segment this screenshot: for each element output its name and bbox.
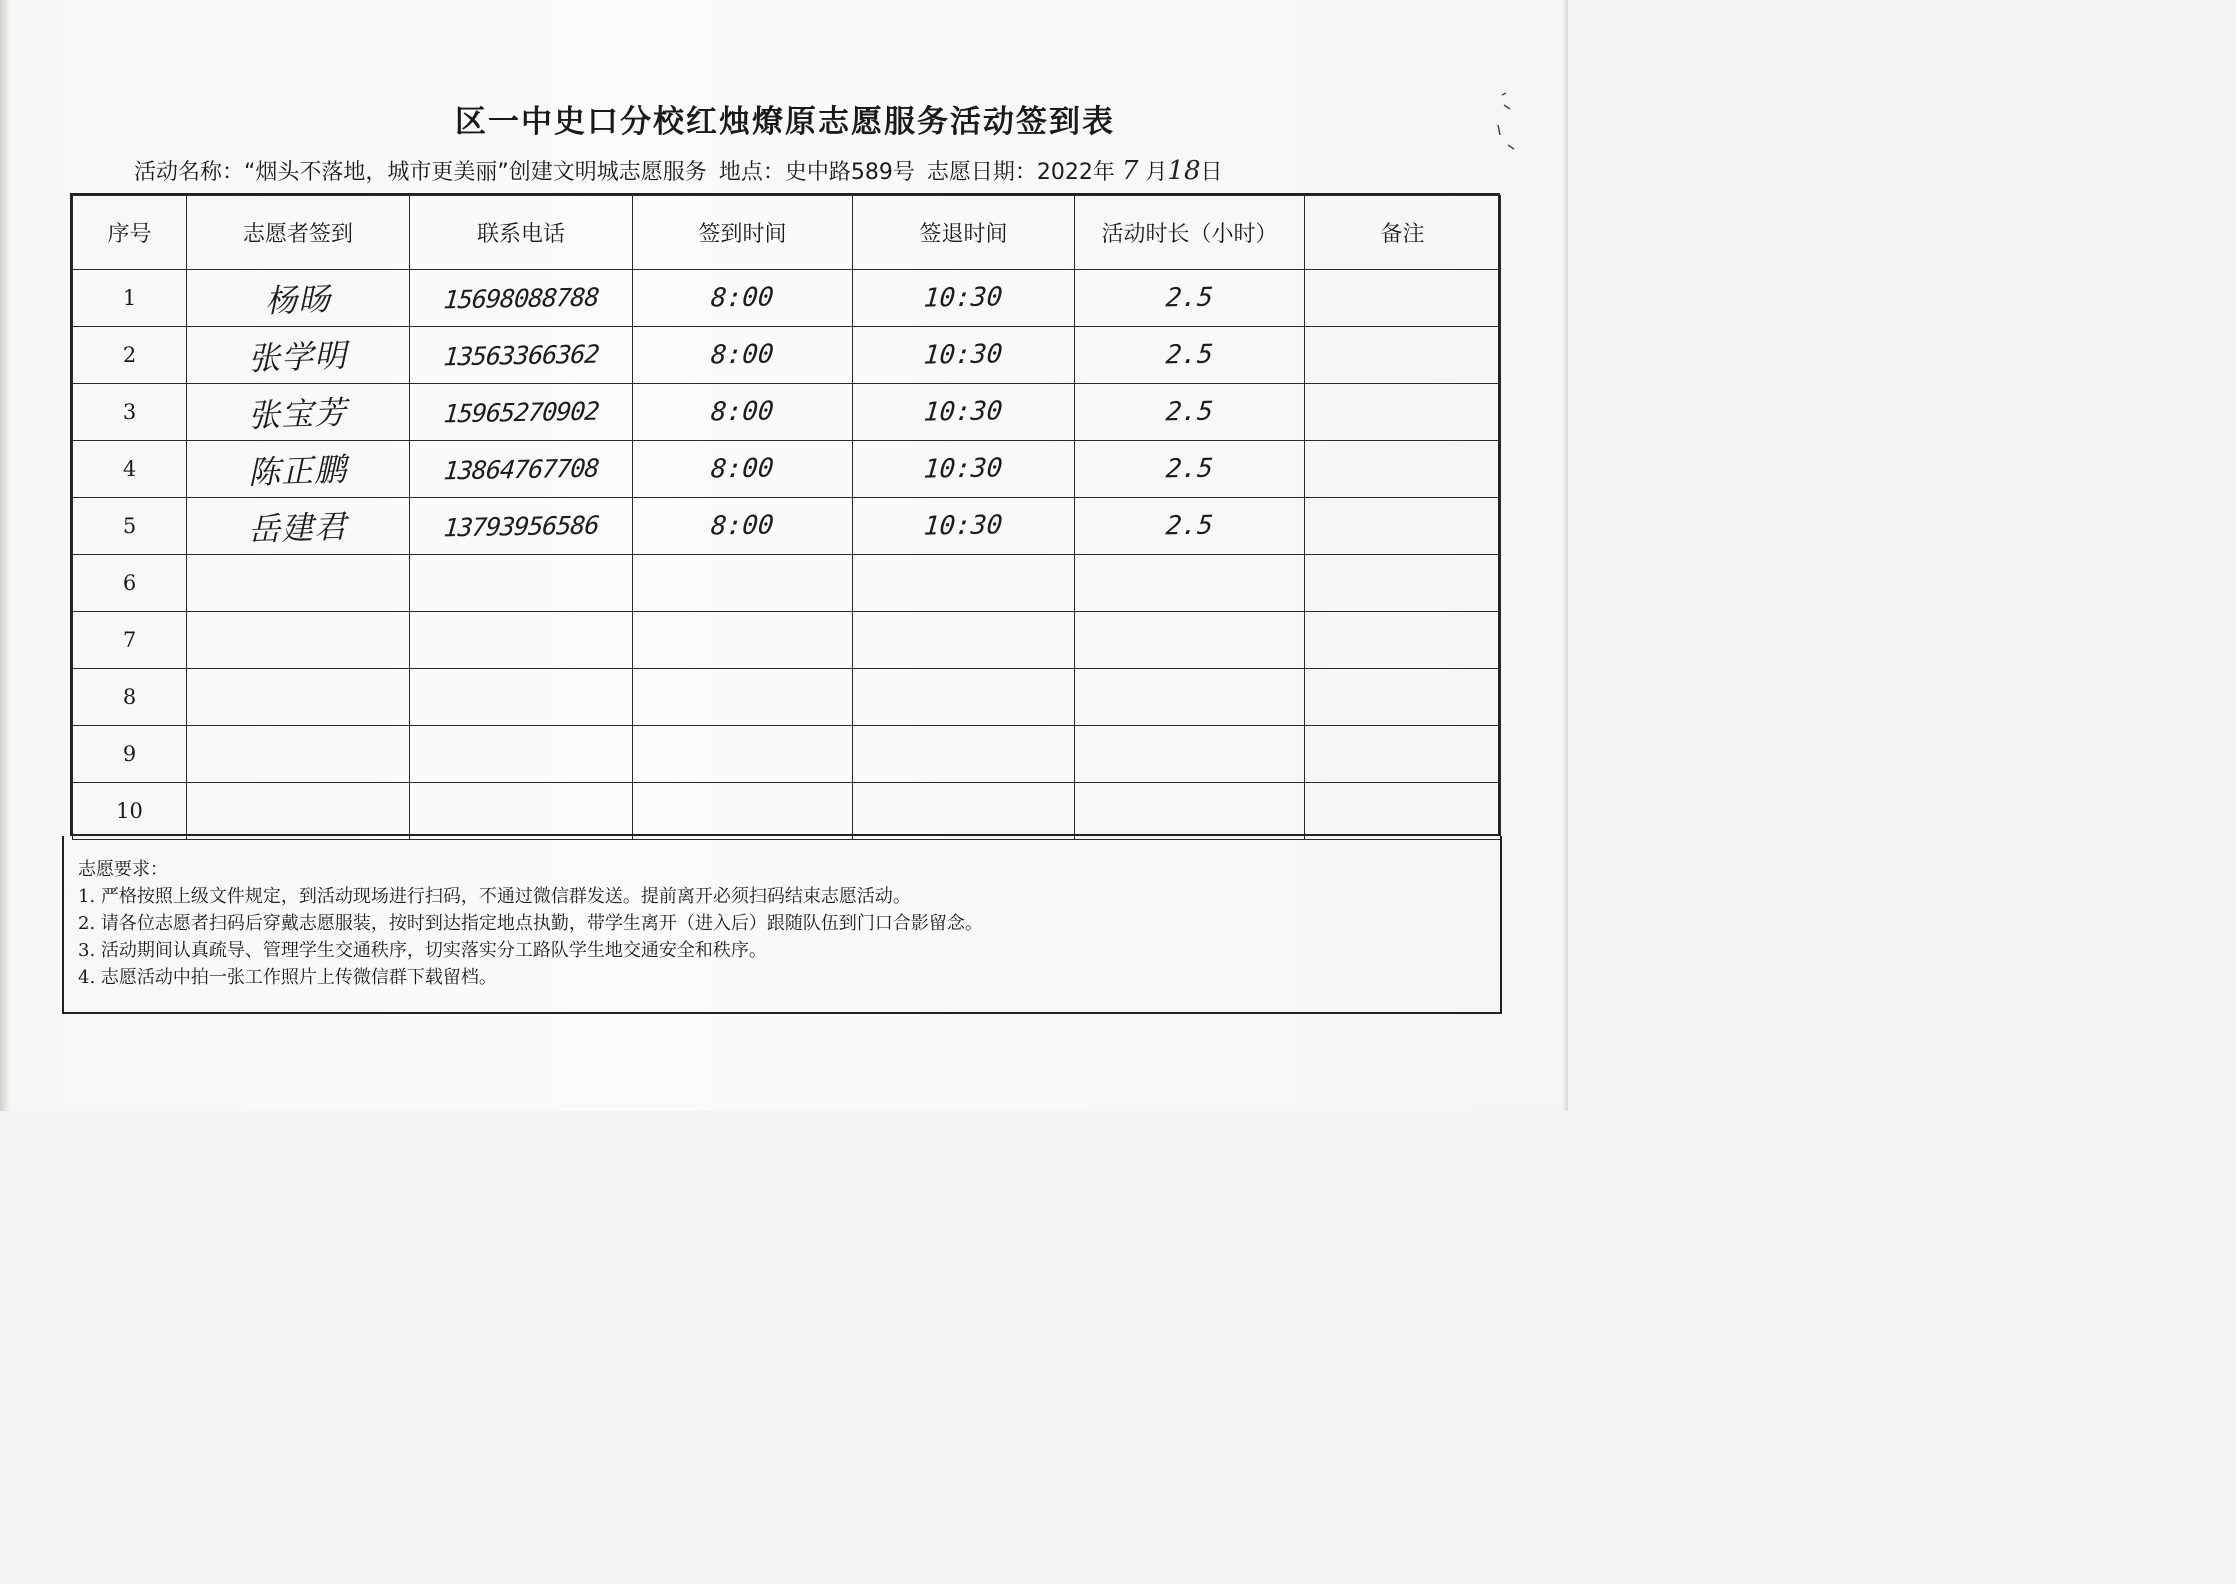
cell-duration-text: 2.5: [1164, 510, 1215, 542]
cell-index: [73, 441, 187, 498]
cell-phone: [410, 669, 633, 726]
cell-index-text: 3: [122, 400, 137, 424]
cell-index-text: 4: [122, 457, 137, 481]
cell-phone: [410, 783, 633, 840]
cell-duration: [1075, 555, 1305, 612]
cell-check-out-time-text: 10:30: [922, 339, 1005, 371]
cell-volunteer-signature: [187, 498, 410, 555]
header-phone: 联系电话: [410, 196, 633, 270]
cell-check-out-time-text: 10:30: [922, 396, 1005, 428]
cell-duration-text: 2.5: [1164, 396, 1215, 428]
requirements-heading: 志愿要求：: [78, 859, 168, 880]
cell-duration: [1075, 498, 1305, 555]
table-row: [73, 555, 1501, 612]
cell-phone: [410, 726, 633, 783]
paper-edge-shadow-left: [0, 0, 10, 1111]
cell-note: [1305, 669, 1501, 726]
date-day-handwritten: 18: [1167, 156, 1201, 186]
cell-volunteer-signature: [187, 441, 410, 498]
header-check-out-time: 签退时间: [853, 196, 1075, 270]
cell-check-in-time: [633, 555, 853, 612]
requirement-item: 4. 志愿活动中拍一张工作照片上传微信群下载留档。: [78, 967, 497, 988]
cell-phone: [410, 612, 633, 669]
cell-volunteer-signature: [187, 555, 410, 612]
table-row: [73, 327, 1501, 384]
cell-volunteer-signature: [187, 327, 410, 384]
location-label: 地点：: [718, 160, 785, 185]
cell-duration-text: 2.5: [1164, 282, 1215, 314]
cell-check-out-time-text: 10:30: [922, 453, 1005, 485]
header-volunteer-signature: 志愿者签到: [187, 196, 410, 270]
date-day-unit: 日: [1200, 160, 1223, 185]
cell-phone: [410, 498, 633, 555]
cell-note: [1305, 270, 1501, 327]
cell-index: [73, 726, 187, 783]
cell-duration-text: 2.5: [1164, 453, 1215, 485]
cell-note: [1305, 612, 1501, 669]
date-month-unit: 月: [1145, 160, 1168, 185]
cell-index-text: 8: [122, 685, 137, 709]
cell-index: [73, 384, 187, 441]
cell-check-out-time: [853, 270, 1075, 327]
activity-name-label: 活动名称：: [134, 160, 245, 185]
cell-duration: [1075, 384, 1305, 441]
cell-check-out-time: [853, 783, 1075, 840]
cell-check-out-time: [853, 555, 1075, 612]
cell-check-in-time: [633, 384, 853, 441]
date-month-handwritten: 7: [1121, 156, 1139, 186]
cell-note: [1305, 441, 1501, 498]
cell-duration: [1075, 783, 1305, 840]
cell-check-in-time-text: 8:00: [709, 510, 776, 542]
sign-in-table: [72, 195, 1501, 840]
requirement-item: 1. 严格按照上级文件规定，到活动现场进行扫码，不通过微信群发送。提前离开必须扫码结束志愿活动。: [78, 886, 911, 907]
pen-marks-decoration: [1488, 85, 1518, 165]
cell-check-in-time-text: 8:00: [709, 339, 776, 371]
cell-index: [73, 612, 187, 669]
cell-check-out-time: [853, 612, 1075, 669]
paper-edge-shadow-right: [1562, 0, 1568, 1111]
cell-phone: [410, 555, 633, 612]
cell-phone-text: 13793956586: [442, 510, 600, 542]
cell-check-in-time: [633, 612, 853, 669]
sign-in-table-frame: [70, 193, 1500, 836]
cell-duration: [1075, 327, 1305, 384]
cell-volunteer-signature: [187, 783, 410, 840]
cell-volunteer-signature: [187, 612, 410, 669]
cell-check-in-time: [633, 270, 853, 327]
cell-note: [1305, 327, 1501, 384]
cell-check-out-time: [853, 726, 1075, 783]
cell-index-text: 10: [116, 799, 143, 823]
cell-index: [73, 327, 187, 384]
cell-check-out-time: [853, 498, 1075, 555]
cell-phone: [410, 327, 633, 384]
table-row: [73, 498, 1501, 555]
cell-note: [1305, 783, 1501, 840]
cell-check-in-time: [633, 327, 853, 384]
cell-duration: [1075, 726, 1305, 783]
activity-name: “烟头不落地，城市更美丽”创建文明城志愿服务: [244, 160, 707, 185]
table-row: [73, 726, 1501, 783]
cell-index: [73, 555, 187, 612]
cell-index-text: 9: [122, 742, 137, 766]
cell-phone-text: 15698088788: [442, 282, 600, 314]
cell-duration: [1075, 441, 1305, 498]
cell-duration-text: 2.5: [1164, 339, 1215, 371]
cell-volunteer-signature-text: 陈正鹏: [247, 450, 349, 492]
cell-check-in-time: [633, 726, 853, 783]
date-label: 志愿日期：: [926, 160, 1037, 185]
cell-check-in-time: [633, 669, 853, 726]
cell-note: [1305, 555, 1501, 612]
location: 史中路589号: [784, 160, 915, 185]
header-note: 备注: [1305, 196, 1501, 270]
cell-check-in-time: [633, 783, 853, 840]
cell-check-in-time: [633, 498, 853, 555]
cell-phone-text: 13864767708: [442, 453, 600, 485]
cell-index-text: 2: [122, 343, 137, 367]
header-check-in-time: 签到时间: [633, 196, 853, 270]
cell-index: [73, 783, 187, 840]
cell-index-text: 6: [122, 571, 137, 595]
requirement-item: 2. 请各位志愿者扫码后穿戴志愿服装，按时到达指定地点执勤，带学生离开（进入后）跟随队伍到门口合影留念。: [78, 913, 983, 934]
header-index: 序号: [73, 196, 187, 270]
cell-volunteer-signature: [187, 726, 410, 783]
cell-check-out-time-text: 10:30: [922, 510, 1005, 542]
table-row: [73, 441, 1501, 498]
cell-phone: [410, 384, 633, 441]
cell-index: [73, 270, 187, 327]
date-year: 2022年: [1036, 160, 1115, 185]
cell-phone-text: 13563366362: [442, 339, 600, 371]
cell-volunteer-signature-text: 岳建君: [247, 507, 349, 549]
cell-volunteer-signature-text: 张宝芳: [247, 393, 349, 435]
cell-check-out-time: [853, 384, 1075, 441]
cell-index: [73, 498, 187, 555]
cell-check-out-time: [853, 327, 1075, 384]
cell-phone: [410, 270, 633, 327]
cell-check-in-time: [633, 441, 853, 498]
cell-duration: [1075, 612, 1305, 669]
cell-check-in-time-text: 8:00: [709, 282, 776, 314]
cell-phone-text: 15965270902: [442, 396, 600, 428]
activity-info-line: [134, 155, 1454, 186]
cell-index-text: 1: [122, 286, 137, 310]
requirement-item: 3. 活动期间认真疏导、管理学生交通秩序，切实落实分工路队学生地交通安全和秩序。: [78, 940, 767, 961]
cell-duration: [1075, 669, 1305, 726]
table-row: [73, 384, 1501, 441]
requirements-section: [62, 836, 1502, 1014]
cell-duration: [1075, 270, 1305, 327]
table-row: [73, 270, 1501, 327]
cell-phone: [410, 441, 633, 498]
table-row: [73, 612, 1501, 669]
cell-index-text: 7: [122, 628, 137, 652]
cell-volunteer-signature: [187, 669, 410, 726]
table-header-row: [73, 196, 1501, 270]
cell-index-text: 5: [122, 514, 137, 538]
cell-volunteer-signature: [187, 270, 410, 327]
cell-note: [1305, 726, 1501, 783]
cell-index: [73, 669, 187, 726]
cell-note: [1305, 498, 1501, 555]
cell-volunteer-signature-text: 张学明: [247, 336, 349, 378]
header-duration-hours: 活动时长（小时）: [1075, 196, 1305, 270]
table-row: [73, 783, 1501, 840]
cell-volunteer-signature: [187, 384, 410, 441]
cell-check-out-time-text: 10:30: [922, 282, 1005, 314]
cell-check-in-time-text: 8:00: [709, 396, 776, 428]
cell-check-in-time-text: 8:00: [709, 453, 776, 485]
page-title: 区一中史口分校红烛燎原志愿服务活动签到表: [455, 104, 1115, 140]
table-row: [73, 669, 1501, 726]
cell-check-out-time: [853, 441, 1075, 498]
cell-check-out-time: [853, 669, 1075, 726]
cell-note: [1305, 384, 1501, 441]
cell-volunteer-signature-text: 杨旸: [264, 279, 332, 321]
